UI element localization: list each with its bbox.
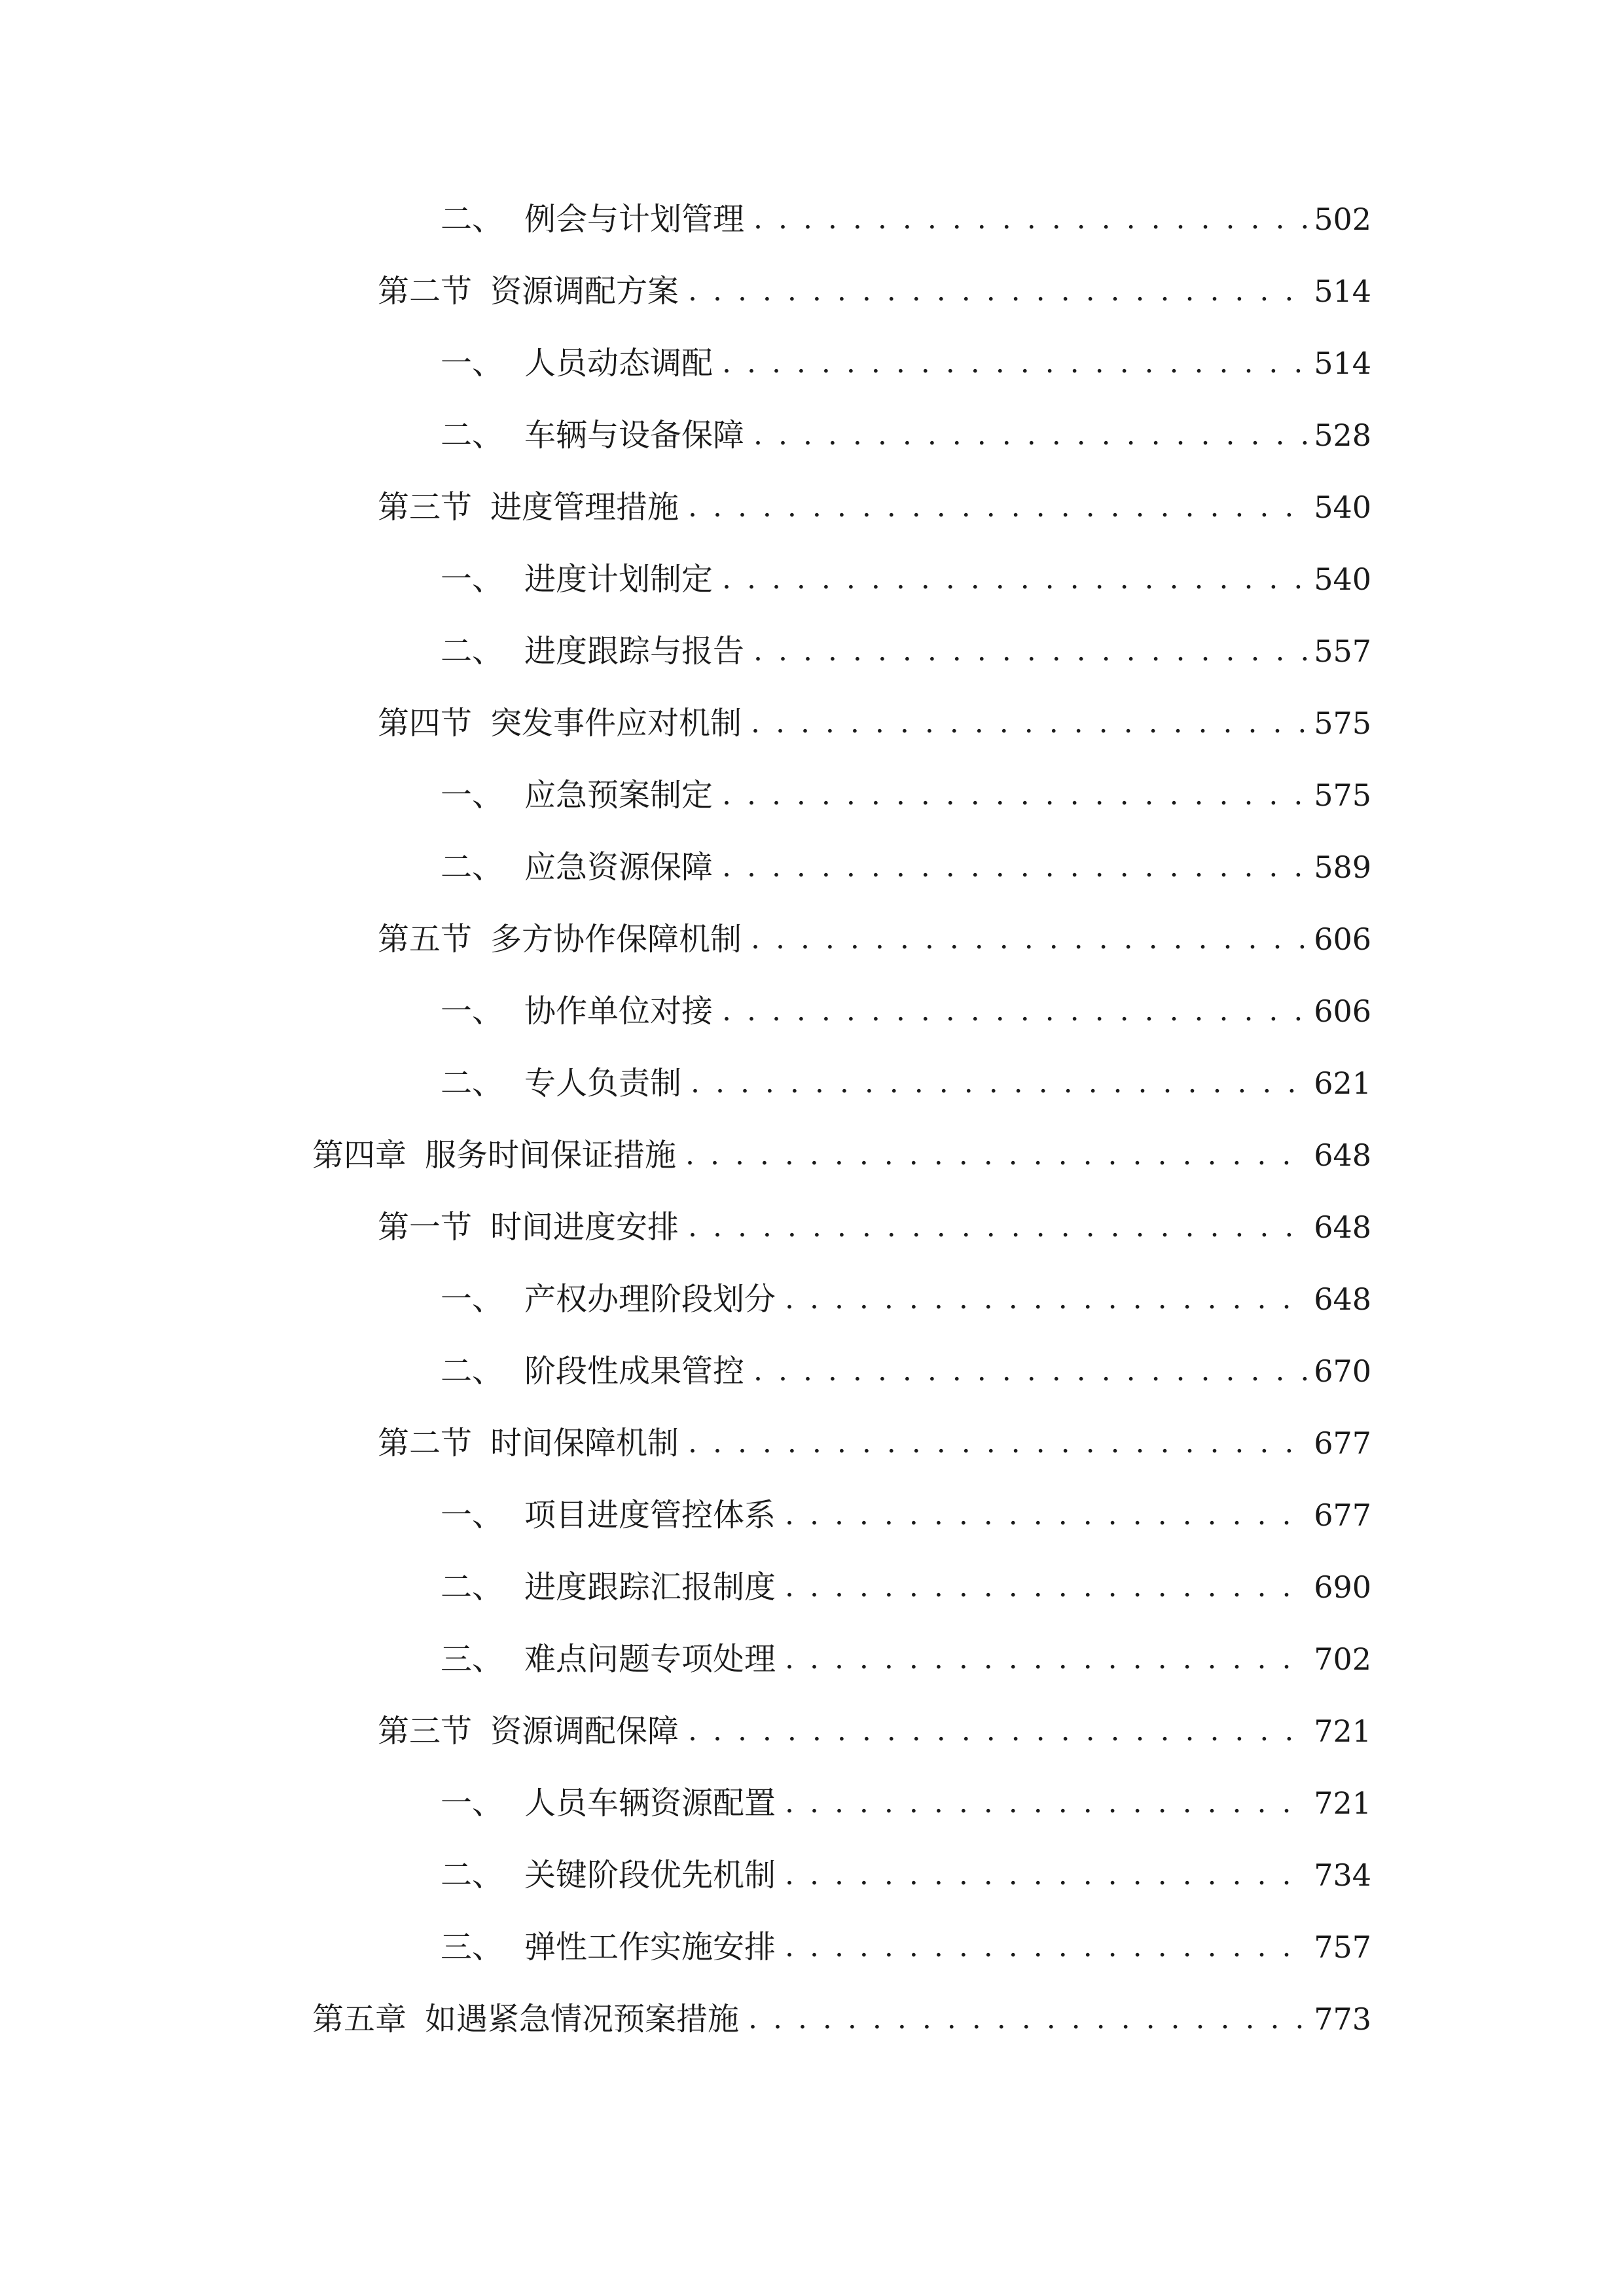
toc-entry[interactable] [378, 697, 1371, 749]
entry-title: 如遇紧急情况预案措施 [425, 2001, 740, 2037]
toc-entry[interactable] [378, 1705, 1371, 1757]
entry-page-number: 677 [1314, 1498, 1371, 1533]
dot-leader [685, 1129, 1307, 1181]
entry-title: 关键阶段优先机制 [524, 1857, 776, 1893]
entry-title: 时间保障机制 [490, 1425, 679, 1462]
entry-number: 一、 [441, 777, 504, 814]
entry-title: 应急资源保障 [524, 849, 713, 886]
entry-title: 弹性工作实施安排 [524, 1929, 776, 1965]
entry-title: 服务时间保证措施 [425, 1137, 677, 1174]
entry-page-number: 757 [1314, 1929, 1371, 1965]
entry-title: 进度跟踪汇报制度 [524, 1569, 776, 1605]
entry-page-number: 606 [1314, 994, 1371, 1029]
entry-number: 二、 [441, 201, 504, 238]
entry-title: 项目进度管控体系 [524, 1497, 776, 1534]
entry-page-number: 540 [1314, 562, 1371, 597]
toc-entry[interactable] [441, 769, 1371, 821]
toc-entry[interactable] [441, 1561, 1371, 1613]
entry-page-number: 648 [1314, 1210, 1371, 1245]
entry-number: 三、 [441, 1929, 504, 1965]
toc-entry[interactable] [378, 913, 1371, 965]
dot-leader [722, 985, 1307, 1037]
entry-page-number: 589 [1314, 850, 1371, 885]
entry-page-number: 734 [1314, 1857, 1371, 1893]
entry-page-number: 557 [1314, 634, 1371, 669]
entry-page-number: 677 [1314, 1426, 1371, 1461]
dot-leader [688, 265, 1307, 317]
dot-leader [785, 1561, 1307, 1613]
dot-leader [753, 193, 1307, 245]
dot-leader [688, 1705, 1307, 1757]
entry-number: 二、 [441, 1353, 504, 1390]
entry-title: 例会与计划管理 [524, 201, 745, 238]
entry-title: 进度跟踪与报告 [524, 633, 745, 670]
toc-entry[interactable] [441, 1345, 1371, 1397]
entry-page-number: 670 [1314, 1354, 1371, 1389]
entry-title: 车辆与设备保障 [524, 417, 745, 454]
entry-page-number: 528 [1314, 418, 1371, 453]
entry-number: 二、 [441, 1857, 504, 1893]
toc-entry[interactable] [441, 1489, 1371, 1541]
entry-number: 二、 [441, 1065, 504, 1102]
dot-leader [748, 1993, 1307, 2045]
entry-page-number: 702 [1314, 1641, 1371, 1677]
entry-title: 产权办理阶段划分 [524, 1281, 776, 1318]
entry-number: 一、 [441, 1785, 504, 1821]
entry-page-number: 502 [1314, 202, 1371, 237]
entry-title: 时间进度安排 [490, 1209, 679, 1246]
entry-number: 第五节 [378, 921, 473, 958]
entry-title: 资源调配方案 [490, 273, 679, 310]
dot-leader [691, 1057, 1307, 1109]
entry-number: 第三节 [378, 489, 473, 526]
entry-number: 第四章 [312, 1137, 407, 1174]
entry-page-number: 773 [1314, 2001, 1371, 2037]
entry-page-number: 606 [1314, 922, 1371, 957]
dot-leader [785, 1633, 1307, 1685]
entry-page-number: 514 [1314, 274, 1371, 309]
entry-page-number: 721 [1314, 1713, 1371, 1749]
dot-leader [785, 1849, 1307, 1901]
dot-leader [722, 337, 1307, 389]
toc-entry[interactable] [441, 1777, 1371, 1829]
entry-number: 一、 [441, 993, 504, 1030]
entry-number: 一、 [441, 345, 504, 382]
entry-number: 二、 [441, 1569, 504, 1605]
toc-entry[interactable] [378, 481, 1371, 533]
toc-entry[interactable] [312, 1129, 1371, 1181]
entry-page-number: 648 [1314, 1138, 1371, 1173]
entry-number: 三、 [441, 1641, 504, 1677]
dot-leader [688, 1417, 1307, 1469]
entry-number: 二、 [441, 849, 504, 886]
toc-entry[interactable] [441, 409, 1371, 461]
entry-number: 一、 [441, 1497, 504, 1534]
dot-leader [688, 1201, 1307, 1253]
dot-leader [688, 481, 1307, 533]
dot-leader [722, 841, 1307, 893]
entry-number: 第四节 [378, 705, 473, 742]
entry-title: 进度管理措施 [490, 489, 679, 526]
toc-entry[interactable] [441, 553, 1371, 605]
toc-entry[interactable] [441, 841, 1371, 893]
toc-entry[interactable] [441, 625, 1371, 677]
entry-number: 第五章 [312, 2001, 407, 2037]
entry-number: 第三节 [378, 1713, 473, 1749]
entry-number: 第一节 [378, 1209, 473, 1246]
dot-leader [751, 697, 1307, 749]
toc-entry[interactable] [378, 265, 1371, 317]
toc-entry[interactable] [312, 1993, 1371, 2045]
entry-page-number: 621 [1314, 1066, 1371, 1101]
toc-entry[interactable] [441, 1849, 1371, 1901]
entry-title: 难点问题专项处理 [524, 1641, 776, 1677]
entry-title: 人员动态调配 [524, 345, 713, 382]
toc-entry[interactable] [441, 337, 1371, 389]
entry-number: 一、 [441, 1281, 504, 1318]
dot-leader [751, 913, 1307, 965]
entry-title: 人员车辆资源配置 [524, 1785, 776, 1821]
dot-leader [785, 1273, 1307, 1325]
entry-page-number: 648 [1314, 1282, 1371, 1317]
entry-page-number: 575 [1314, 778, 1371, 813]
entry-number: 一、 [441, 561, 504, 598]
dot-leader [785, 1777, 1307, 1829]
entry-page-number: 721 [1314, 1785, 1371, 1821]
entry-title: 阶段性成果管控 [524, 1353, 745, 1390]
entry-title: 专人负责制 [524, 1065, 682, 1102]
entry-title: 协作单位对接 [524, 993, 713, 1030]
entry-title: 进度计划制定 [524, 561, 713, 598]
toc-entry[interactable] [441, 1633, 1371, 1685]
dot-leader [785, 1921, 1307, 1973]
entry-title: 资源调配保障 [490, 1713, 679, 1749]
toc-entry[interactable] [441, 193, 1371, 245]
toc-entry[interactable] [441, 1057, 1371, 1109]
toc-entry[interactable] [378, 1417, 1371, 1469]
dot-leader [753, 409, 1307, 461]
toc-entry[interactable] [378, 1201, 1371, 1253]
entry-number: 第二节 [378, 1425, 473, 1462]
dot-leader [753, 625, 1307, 677]
entry-page-number: 575 [1314, 706, 1371, 741]
toc-entry[interactable] [441, 1921, 1371, 1973]
dot-leader [722, 769, 1307, 821]
dot-leader [785, 1489, 1307, 1541]
dot-leader [753, 1345, 1307, 1397]
entry-number: 二、 [441, 633, 504, 670]
entry-page-number: 514 [1314, 346, 1371, 381]
entry-title: 应急预案制定 [524, 777, 713, 814]
entry-page-number: 690 [1314, 1570, 1371, 1605]
entry-number: 第二节 [378, 273, 473, 310]
toc-entry[interactable] [441, 985, 1371, 1037]
toc-entry[interactable] [441, 1273, 1371, 1325]
entry-number: 二、 [441, 417, 504, 454]
dot-leader [722, 553, 1307, 605]
entry-title: 突发事件应对机制 [490, 705, 742, 742]
entry-title: 多方协作保障机制 [490, 921, 742, 958]
entry-page-number: 540 [1314, 490, 1371, 525]
